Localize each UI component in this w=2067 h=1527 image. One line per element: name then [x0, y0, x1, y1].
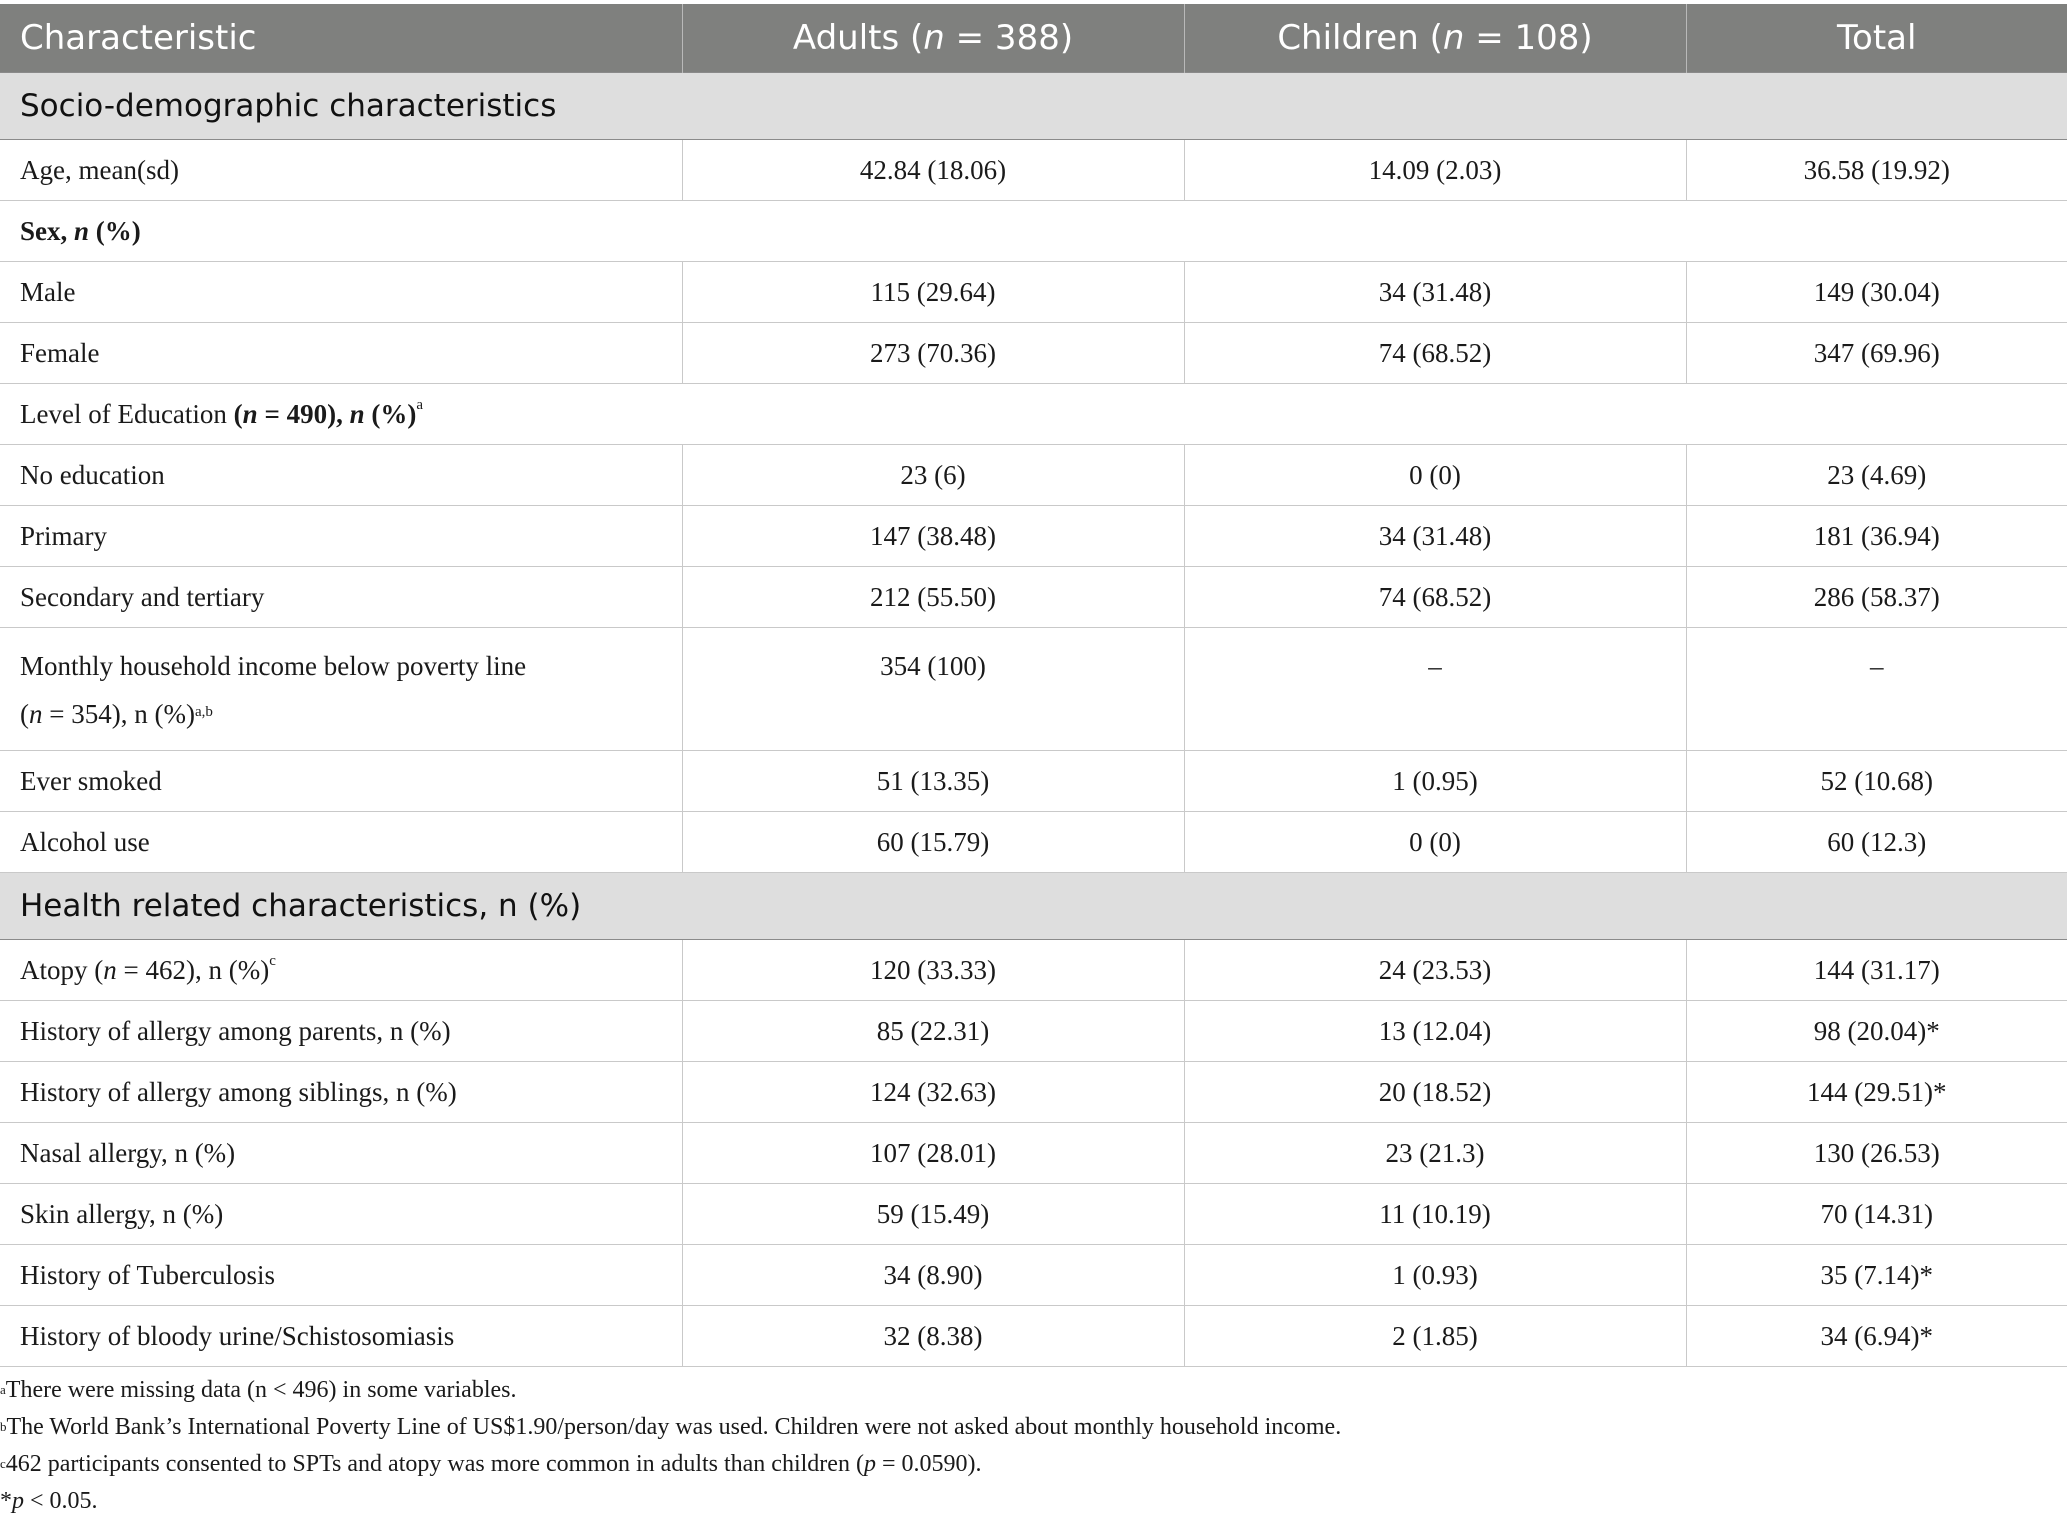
row-label: Primary: [0, 506, 682, 567]
cell-children: 14.09 (2.03): [1184, 140, 1686, 201]
cell-total: 98 (20.04)*: [1686, 1001, 2067, 1062]
header-total: Total: [1686, 4, 2067, 73]
cell-total: 23 (4.69): [1686, 445, 2067, 506]
cell-children: 1 (0.95): [1184, 751, 1686, 812]
cell-adults: 107 (28.01): [682, 1123, 1184, 1184]
cell-children: –: [1184, 628, 1686, 751]
cell-children: 23 (21.3): [1184, 1123, 1686, 1184]
footnote-c: $^c$462 participants consented to SPTs and atopy was more common in adults than children (p = 0.0590).: [0, 1451, 982, 1477]
table-row: [0, 1184, 2067, 1245]
cell-total: 286 (58.37): [1686, 567, 2067, 628]
header-row: [0, 4, 2067, 73]
row-label: Secondary and tertiary: [0, 567, 682, 628]
cell-adults: 42.84 (18.06): [682, 140, 1184, 201]
cell-children: 34 (31.48): [1184, 262, 1686, 323]
cell-children: 13 (12.04): [1184, 1001, 1686, 1062]
cell-adults: 120 (33.33): [682, 940, 1184, 1001]
cell-total: 347 (69.96): [1686, 323, 2067, 384]
cell-children: 74 (68.52): [1184, 323, 1686, 384]
cell-adults: 59 (15.49): [682, 1184, 1184, 1245]
row-label: Ever smoked: [0, 751, 682, 812]
header-adults: Adults (n = 388): [682, 4, 1184, 73]
cell-children: 74 (68.52): [1184, 567, 1686, 628]
cell-total: 181 (36.94): [1686, 506, 2067, 567]
table-row: [0, 1062, 2067, 1123]
section-title-socio: Socio-demographic characteristics: [0, 73, 2067, 140]
cell-total: 130 (26.53): [1686, 1123, 2067, 1184]
row-label: Alcohol use: [0, 812, 682, 873]
table-row: [0, 628, 2067, 751]
cell-children: 2 (1.85): [1184, 1306, 1686, 1367]
cell-total: 52 (10.68): [1686, 751, 2067, 812]
cell-adults: 32 (8.38): [682, 1306, 1184, 1367]
table-row: [0, 812, 2067, 873]
row-label: Skin allergy, n (%): [0, 1184, 682, 1245]
table-row: [0, 262, 2067, 323]
row-label: History of bloody urine/Schistosomiasis: [0, 1306, 682, 1367]
row-label: Monthly household income below poverty line (n = 354), n (%)$^{a,b}$: [0, 628, 682, 751]
table-row: [0, 940, 2067, 1001]
cell-children: 11 (10.19): [1184, 1184, 1686, 1245]
cell-adults: 34 (8.90): [682, 1245, 1184, 1306]
section-row-socio: [0, 73, 2067, 140]
cell-adults: 354 (100): [682, 628, 1184, 751]
cell-children: 0 (0): [1184, 445, 1686, 506]
cell-adults: 115 (29.64): [682, 262, 1184, 323]
header-characteristic: Characteristic: [0, 4, 682, 73]
header-children: Children (n = 108): [1184, 4, 1686, 73]
row-label: History of Tuberculosis: [0, 1245, 682, 1306]
cell-adults: 23 (6): [682, 445, 1184, 506]
cell-total: 60 (12.3): [1686, 812, 2067, 873]
footnote-a: $^a$There were missing data (n < 496) in some variables.: [0, 1377, 517, 1403]
cell-adults: 85 (22.31): [682, 1001, 1184, 1062]
table-row: [0, 751, 2067, 812]
table-row: [0, 1001, 2067, 1062]
table-row: [0, 1306, 2067, 1367]
section-row-health: [0, 873, 2067, 940]
footnote-b: $^b$The World Bank’s International Poverty Line of US$1.90/person/day was used. Children were not asked about monthly household income.: [0, 1414, 1342, 1440]
subheader-sex: Sex, n (%): [0, 201, 2067, 262]
cell-children: 0 (0): [1184, 812, 1686, 873]
subheader-row-sex: [0, 201, 2067, 262]
row-label: Atopy (n = 462), n (%)$^c$: [0, 940, 682, 1001]
table-footnotes: [0, 1372, 1341, 1520]
row-label: Nasal allergy, n (%): [0, 1123, 682, 1184]
footnote-star: *p < 0.05.: [0, 1488, 98, 1514]
cell-total: 35 (7.14)*: [1686, 1245, 2067, 1306]
table-row: [0, 506, 2067, 567]
table-row: [0, 140, 2067, 201]
cell-total: 34 (6.94)*: [1686, 1306, 2067, 1367]
table-row: [0, 567, 2067, 628]
cell-children: 24 (23.53): [1184, 940, 1686, 1001]
cell-total: –: [1686, 628, 2067, 751]
cell-total: 149 (30.04): [1686, 262, 2067, 323]
subheader-education: Level of Education (n = 490), n (%)$^a$: [0, 384, 2067, 445]
cell-adults: 51 (13.35): [682, 751, 1184, 812]
table-row: [0, 323, 2067, 384]
cell-total: 144 (31.17): [1686, 940, 2067, 1001]
cell-total: 144 (29.51)*: [1686, 1062, 2067, 1123]
cell-adults: 124 (32.63): [682, 1062, 1184, 1123]
table-row: [0, 1245, 2067, 1306]
row-label: Male: [0, 262, 682, 323]
cell-adults: 273 (70.36): [682, 323, 1184, 384]
cell-adults: 212 (55.50): [682, 567, 1184, 628]
cell-children: 34 (31.48): [1184, 506, 1686, 567]
cell-total: 36.58 (19.92): [1686, 140, 2067, 201]
cell-children: 20 (18.52): [1184, 1062, 1686, 1123]
row-label: Female: [0, 323, 682, 384]
cell-children: 1 (0.93): [1184, 1245, 1686, 1306]
row-label: History of allergy among siblings, n (%): [0, 1062, 682, 1123]
characteristics-table: [0, 4, 2067, 1367]
cell-total: 70 (14.31): [1686, 1184, 2067, 1245]
table-row: [0, 1123, 2067, 1184]
cell-adults: 60 (15.79): [682, 812, 1184, 873]
cell-adults: 147 (38.48): [682, 506, 1184, 567]
row-label: History of allergy among parents, n (%): [0, 1001, 682, 1062]
row-label: No education: [0, 445, 682, 506]
subheader-row-education: [0, 384, 2067, 445]
table-row: [0, 445, 2067, 506]
row-label: Age, mean(sd): [0, 140, 682, 201]
section-title-health: Health related characteristics, n (%): [0, 873, 2067, 940]
